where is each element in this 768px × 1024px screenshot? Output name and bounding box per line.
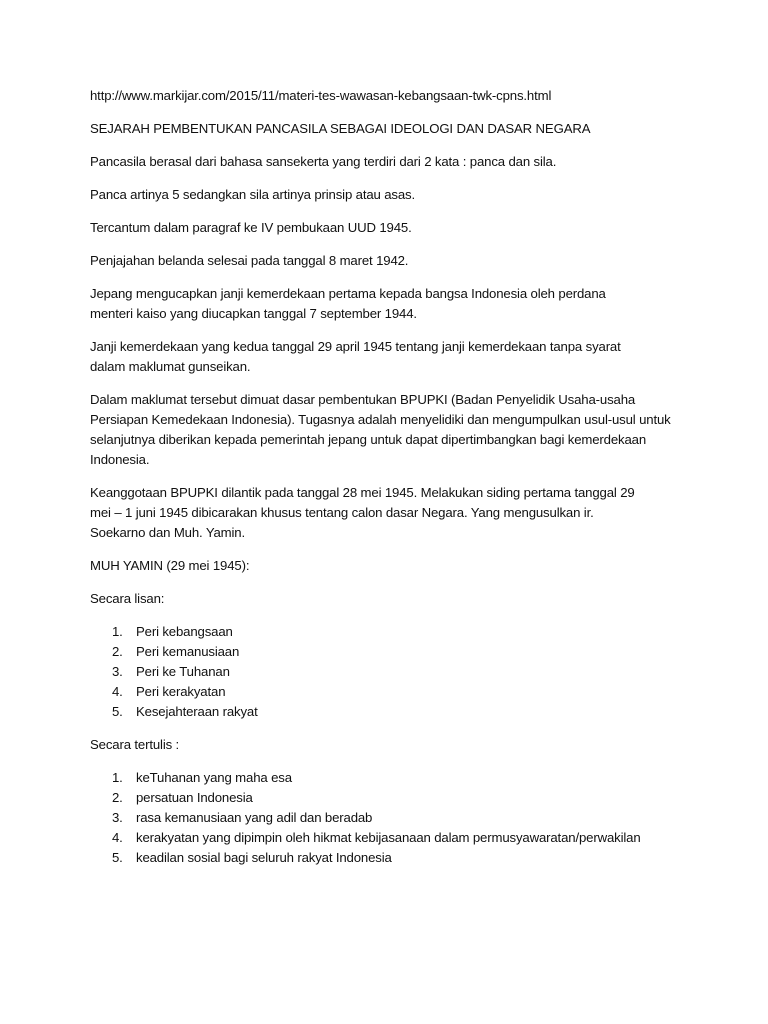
list-number: 2. [112,790,123,805]
list-item [112,828,690,848]
list-text: Peri ke Tuhanan [136,664,230,679]
paragraph-3: Tercantum dalam paragraf ke IV pembukaan UUD 1945. [90,220,412,235]
paragraph-4: Penjajahan belanda selesai pada tanggal 8 maret 1942. [90,253,409,268]
paragraph-2: Panca artinya 5 sedangkan sila artinya prinsip atau asas. [90,187,416,202]
paragraph-5: Jepang mengucapkan janji kemerdekaan pertama kepada bangsa Indonesia oleh perdana menteri kaiso yang diucapkan tanggal 7 september 1944. [90,286,606,321]
paragraph-7: Dalam maklumat tersebut dimuat dasar pembentukan BPUPKI (Badan Penyelidik Usaha-usaha Persiapan Kemedekaan Indonesia). Tugasnya adalah menyelidiki dan mengumpulkan usul-usul untuk selanjutnya diberikan kepada pemerintah jepang untuk dapat dipertimbangkan bagi kemerdekaan Indonesia. [90,392,671,467]
oral-label: Secara lisan: [90,591,165,606]
paragraph-6: Janji kemerdekaan yang kedua tanggal 29 april 1945 tentang janji kemerdekaan tanpa syarat dalam maklumat gunseikan. [90,339,621,374]
list-item [112,702,690,722]
paragraph-8: Keanggotaan BPUPKI dilantik pada tanggal 28 mei 1945. Melakukan siding pertama tanggal 29 mei – 1 juni 1945 dibicarakan khusus tentang calon dasar Negara. Yang mengusulkan ir. Soekarno dan Muh. Yamin. [90,485,635,540]
list-number: 4. [112,684,123,699]
list-number: 1. [112,624,123,639]
list-item [112,788,690,808]
list-number: 3. [112,810,123,825]
written-label: Secara tertulis : [90,737,180,752]
list-item [112,662,690,682]
source-url: http://www.markijar.com/2015/11/materi-tes-wawasan-kebangsaan-twk-cpns.html [90,88,552,103]
document-page [90,86,690,881]
list-item [112,848,690,868]
list-number: 2. [112,644,123,659]
written-list [90,768,690,868]
list-text: keadilan sosial bagi seluruh rakyat Indonesia [136,850,392,865]
list-item [112,682,690,702]
list-number: 1. [112,770,123,785]
list-item [112,642,690,662]
section-title: MUH YAMIN (29 mei 1945): [90,558,250,573]
document-heading: SEJARAH PEMBENTUKAN PANCASILA SEBAGAI IDEOLOGI DAN DASAR NEGARA [90,121,591,136]
list-text: Peri kerakyatan [136,684,226,699]
list-text: kerakyatan yang dipimpin oleh hikmat kebijasanaan dalam permusyawaratan/perwakilan [136,830,641,845]
list-number: 3. [112,664,123,679]
list-text: keTuhanan yang maha esa [136,770,292,785]
list-number: 4. [112,830,123,845]
oral-list [90,622,690,722]
list-text: persatuan Indonesia [136,790,253,805]
paragraph-1: Pancasila berasal dari bahasa sansekerta yang terdiri dari 2 kata : panca dan sila. [90,154,557,169]
list-number: 5. [112,704,123,719]
list-text: Peri kebangsaan [136,624,233,639]
list-text: rasa kemanusiaan yang adil dan beradab [136,810,373,825]
list-item [112,768,690,788]
list-text: Kesejahteraan rakyat [136,704,258,719]
list-item [112,808,690,828]
list-number: 5. [112,850,123,865]
list-text: Peri kemanusiaan [136,644,240,659]
list-item [112,622,690,642]
